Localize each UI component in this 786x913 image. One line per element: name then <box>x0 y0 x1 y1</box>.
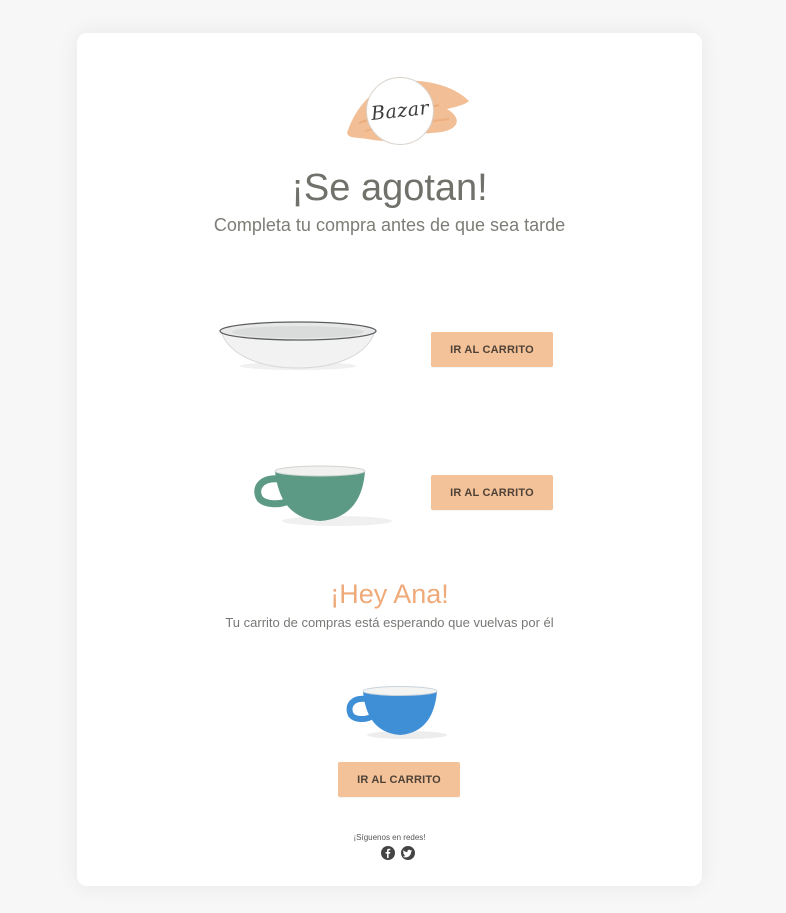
logo-badge <box>366 77 434 145</box>
blue-cup-image <box>345 683 455 741</box>
go-to-cart-button-1[interactable]: IR AL CARRITO <box>431 332 553 367</box>
green-cup-image <box>252 461 397 531</box>
page-subtitle: Completa tu compra antes de que sea tarde <box>213 215 566 235</box>
bowl-image <box>218 318 378 373</box>
logo-text: Bazar <box>369 97 431 125</box>
greeting-subtitle: Tu carrito de compras está esperando que vuelvas por él <box>225 615 554 630</box>
twitter-icon[interactable] <box>401 846 415 860</box>
social-icons <box>381 846 415 860</box>
facebook-icon[interactable] <box>381 846 395 860</box>
email-card <box>77 33 702 886</box>
page-title: ¡Se agotan! <box>291 167 488 209</box>
greeting-title: ¡Hey Ana! <box>330 579 449 609</box>
social-label: ¡Síguenos en redes! <box>353 833 426 842</box>
go-to-cart-button-3[interactable]: IR AL CARRITO <box>338 762 460 797</box>
go-to-cart-button-2[interactable]: IR AL CARRITO <box>431 475 553 510</box>
logo <box>339 75 474 145</box>
